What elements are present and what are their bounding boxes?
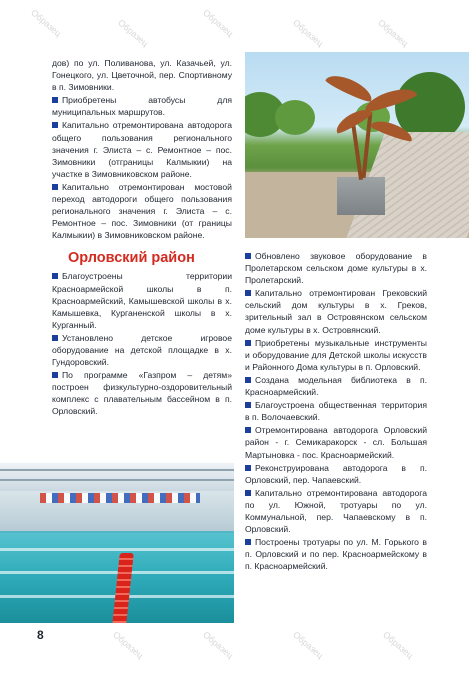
bullet-icon bbox=[245, 377, 251, 383]
bullet-text: Приобретены автобусы для муниципальных маршрутов. bbox=[52, 95, 232, 118]
bullet-icon bbox=[52, 184, 58, 190]
bullet-item bbox=[52, 119, 232, 179]
bullet-icon bbox=[245, 490, 251, 496]
bullet-icon bbox=[245, 290, 251, 296]
bullet-icon bbox=[245, 340, 251, 346]
bullet-text: Капитально отремонтирован мостовой переход автодороги общего пользования регионального значения г. Элиста – с. Ремонтное – пос. Зимовники (от границы Калмыкии) в Зимовниковском районе. bbox=[52, 181, 232, 241]
paragraph-text: дов) по ул. Поливанова, ул. Казачьей, ул. Гонецкого, ул. Цветочной, пер. Спортивному в п. Зимовники. bbox=[52, 58, 232, 93]
bullet-text: Обновлено звуковое оборудование в Пролетарском сельском доме культуры в х. Пролетарский. bbox=[245, 251, 427, 286]
bullet-item bbox=[52, 94, 232, 118]
bullet-item bbox=[245, 374, 427, 398]
section-title: Орловский район bbox=[68, 250, 195, 267]
watermark: Образец bbox=[291, 17, 326, 49]
bullet-icon bbox=[52, 97, 58, 103]
bullet-item bbox=[245, 462, 427, 486]
bullet-text: Благоустроена общественная территория в п. Волочаевский. bbox=[245, 400, 427, 423]
bullet-text: Создана модельная библиотека в п. Красноармейский. bbox=[245, 374, 427, 398]
bullet-item bbox=[52, 332, 232, 368]
bullet-item bbox=[52, 270, 232, 330]
page-number: 8 bbox=[37, 628, 44, 642]
bullet-icon bbox=[245, 427, 251, 433]
watermark: Образец bbox=[29, 7, 64, 39]
sculpture-park-photo bbox=[245, 52, 469, 238]
bullet-text: По программе «Газпром – детям» построен физкультурно-оздоровительный комплекс с плавательным бассейном в п. Орловский. bbox=[52, 370, 232, 417]
bullet-text: Благоустроены территории Красноармейской школы в п. Красноармейский, Камышевской школы в х. Камышевка, Курганенской школы в х. Курганный. bbox=[52, 271, 232, 330]
bullet-icon bbox=[52, 335, 58, 341]
bullet-icon bbox=[245, 253, 251, 259]
left-column bbox=[52, 57, 232, 419]
bullet-item bbox=[245, 399, 427, 423]
watermark: Образец bbox=[201, 629, 236, 661]
bullet-text: Капитально отремонтирована автодорога по ул. Южной, тротуары по ул. Коммунальной, пер. Чапаевскому в п. Орловский. bbox=[245, 487, 427, 535]
bullet-text: Реконструирована автодорога в п. Орловский, пер. Чапаевский. bbox=[245, 462, 427, 485]
bullet-icon bbox=[245, 465, 251, 471]
watermark: Образец bbox=[376, 17, 411, 49]
paragraph bbox=[52, 57, 232, 93]
bullet-item bbox=[52, 369, 232, 417]
watermark: Образец bbox=[291, 629, 326, 661]
right-column bbox=[245, 250, 427, 573]
bullet-text: Капитально отремонтирован Грековский сельский дом культуры в х. Греков, зрительный зал в Островянском сельском доме культуры в х. Островянский. bbox=[245, 288, 427, 335]
watermark: Образец bbox=[381, 629, 416, 661]
watermark: Образец bbox=[111, 629, 146, 661]
bullet-text: Установлено детское игровое оборудование на детской площадке в х. Гундоровский. bbox=[52, 332, 232, 368]
bullet-icon bbox=[52, 372, 58, 378]
bullet-item bbox=[245, 337, 427, 373]
watermark: Образец bbox=[116, 17, 151, 49]
bullet-text: Приобретены музыкальные инструменты и оборудование для Детской школы искусств и Районного Дома культуры в п. Орловский. bbox=[245, 337, 427, 372]
bullet-text: Капитально отремонтирована автодорога общего пользования регионального значения г. Элиста – с. Ремонтное – пос. Зимовники (отграницы Калмыкии) на участке в Зимовниковском районе. bbox=[52, 120, 232, 179]
bullet-item bbox=[245, 287, 427, 335]
bullet-icon bbox=[52, 273, 58, 279]
bullet-item bbox=[245, 250, 427, 286]
bullet-item bbox=[52, 181, 232, 241]
bullet-text: Построены тротуары по ул. М. Горького в п. Орловский и по пер. Красноармейскому в п. Красноармейский. bbox=[245, 537, 427, 572]
bullet-icon bbox=[245, 539, 251, 545]
bullet-item bbox=[245, 424, 427, 460]
bullet-icon bbox=[52, 122, 58, 128]
watermark: Образец bbox=[201, 7, 236, 39]
swimming-pool-photo bbox=[0, 463, 234, 623]
bullet-text: Отремонтирована автодорога Орловский район - г. Семикаракорск - сл. Большая Мартыновка - пос. Красноармейский. bbox=[245, 425, 427, 460]
bullet-item bbox=[245, 536, 427, 572]
bullet-item bbox=[245, 487, 427, 535]
bullet-icon bbox=[245, 402, 251, 408]
